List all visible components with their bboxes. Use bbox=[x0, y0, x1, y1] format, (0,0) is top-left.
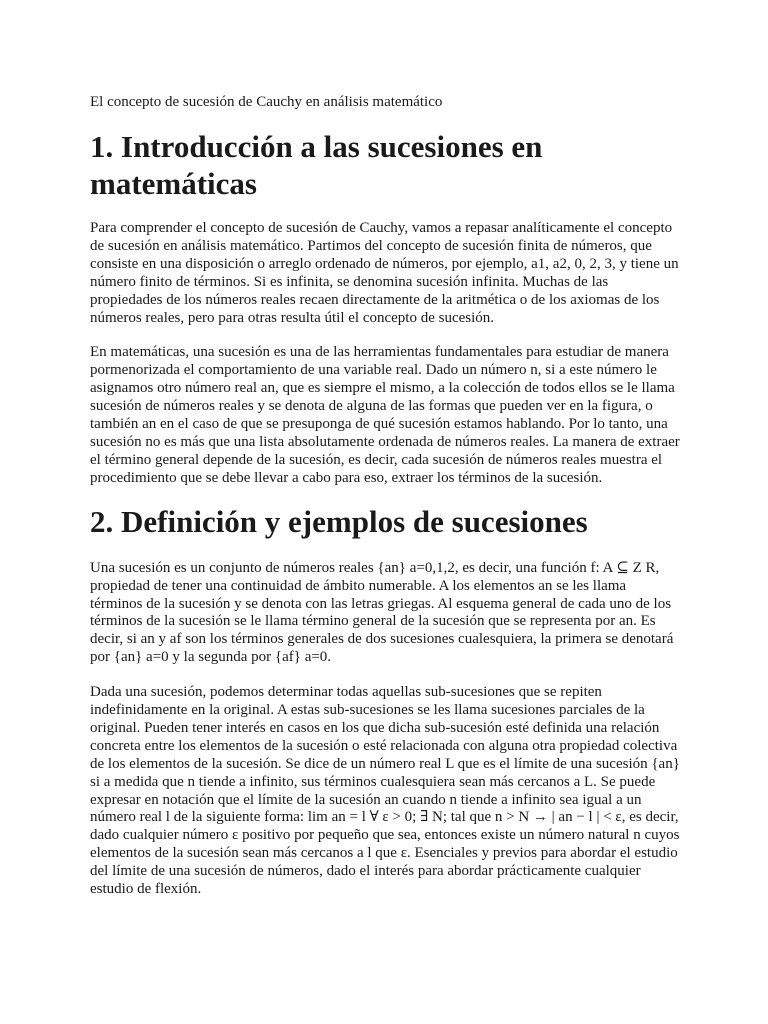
intro-paragraph-1: Para comprender el concepto de sucesión de Cauchy, vamos a repasar analíticamente el concepto de sucesión en análisis matemático. Partimos del concepto de sucesión finita de números, que consiste en una disposición o arreglo ordenado de números, por ejemplo, a1, a2, 0, 2, 3, y tiene un número finito de términos. Si es infinita, se denomina sucesión infinita. Muchas de las propiedades de los números reales recaen directamente de la aritmética o de los axiomas de los números reales, pero para otras resulta útil el concepto de sucesión. bbox=[90, 220, 679, 326]
intro-paragraph-2: En matemáticas, una sucesión es una de las herramientas fundamentales para estudiar de manera pormenorizada el comportamiento de una variable real. Dado un número n, si a este número le asignamos otro número real an, que es siempre el mismo, a la colección de todos ellos se le llama sucesión de números reales y se denota de alguna de las formas que pueden ver en la figura, o también an en el caso de que se presuponga de qué sucesión estamos hablando. Por lo tanto, una sucesión no es más que una lista absolutamente ordenada de números reales. La manera de extraer el término general depende de la sucesión, es decir, cada sucesión de números reales muestra el procedimiento que se debe llevar a cabo para eso, extraer los términos de la sucesión. bbox=[90, 344, 680, 486]
section-heading-introduction: 1. Introducción a las sucesiones en matemáticas bbox=[90, 129, 543, 201]
document-title: El concepto de sucesión de Cauchy en análisis matemático bbox=[90, 94, 443, 110]
document-page bbox=[90, 92, 680, 916]
definition-paragraph-1: Una sucesión es un conjunto de números reales {an} a=0,1,2, es decir, una función f: A ⊆ Z R, propiedad de tener una continuidad de ámbito numerable. A los elementos an se les llama términos de la sucesión y se denota con las letras griegas. Al esquema general de cada uno de los términos de la sucesión se le llama término general de la sucesión que se representa por an. Es decir, si an y af son los términos generales de dos sucesiones cualesquiera, la primera se denotará por {an} a=0 y la segunda por {af} a=0. bbox=[90, 559, 674, 666]
definition-paragraph-2: Dada una sucesión, podemos determinar todas aquellas sub-sucesiones que se repiten indefinidamente en la original. A estas sub-sucesiones se les llama sucesiones parciales de la original. Pueden tener interés en casos en los que dicha sub-sucesión esté definida una relación concreta entre los elementos de la sucesión o esté relacionada con alguna otra propiedad colectiva de los elementos de la sucesión. Se dice de un número real L que es el límite de una sucesión {an} si a medida que n tiende a infinito, sus términos cualesquiera sean más cercanos a L. Se puede expresar en notación que el límite de la sucesión an cuando n tiende a infinito sea igual a un número real l de la siguiente forma: lim an = l ∀ ε > 0; ∃ N; tal que n > N → | an − l | < ε, es decir, dado cualquier número ε positivo por pequeño que sea, entonces existe un número natural n cuyos elementos de la sucesión sean más cercanos a l que ε. Esenciales y previos para abordar el estudio del límite de una sucesión de números, dado el interés para abordar prácticamente cualquier estudio de flexión. bbox=[90, 684, 680, 898]
section-heading-definition: 2. Definición y ejemplos de sucesiones bbox=[90, 503, 588, 539]
